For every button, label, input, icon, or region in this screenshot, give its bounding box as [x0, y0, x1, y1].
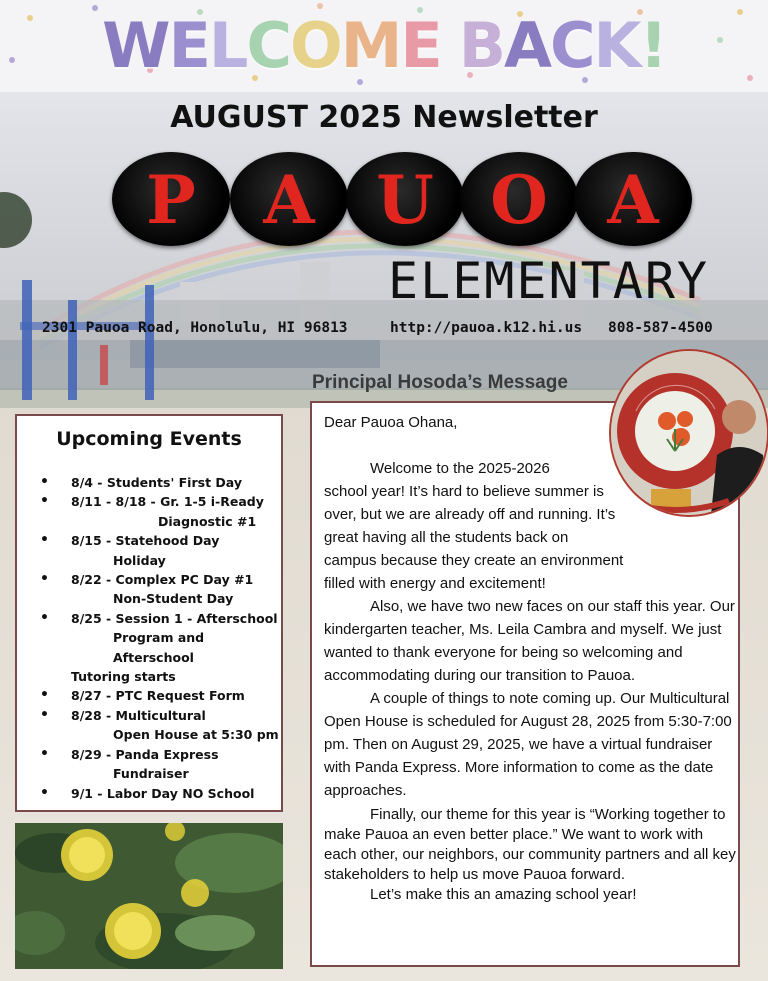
school-letter: A [607, 161, 659, 239]
welcome-letter: B [458, 9, 504, 82]
event-item [17, 745, 281, 784]
event-item [17, 706, 281, 745]
school-letter: P [146, 161, 196, 239]
school-letter: O [490, 161, 548, 239]
event-text: Tutoring starts [71, 669, 176, 685]
welcome-letter: E [400, 9, 441, 82]
event-item [17, 667, 281, 686]
event-text: 8/25 - Session 1 - Afterschool [71, 610, 278, 626]
letter-circle-u [346, 152, 464, 246]
letter-paragraph-1: school year! It’s hard to believe summer is over, but we are already off and running. It’s great having all the students back on campus because they create an environment filled with energy and excitement! [324, 483, 624, 592]
welcome-letter: L [208, 9, 247, 82]
event-text: 8/28 - Multicultural [71, 707, 206, 723]
welcome-letter: M [340, 9, 401, 82]
letter-closing: Let’s make this an amazing school year! [370, 886, 637, 903]
event-item [17, 473, 281, 492]
event-text: 8/4 - Students' First Day [71, 475, 242, 490]
letter-circle-a [230, 152, 348, 246]
welcome-letter: C [549, 9, 594, 82]
event-text-continued: Open House at 5:30 pm [113, 727, 279, 743]
upcoming-events-list [17, 473, 281, 803]
event-item [17, 531, 281, 570]
letter-circle-o [460, 152, 578, 246]
lehua-flower-photo [15, 823, 283, 969]
welcome-letter: O [289, 9, 341, 82]
school-phone: 808-587-4500 [608, 320, 713, 336]
event-text-continued: Non-Student Day [113, 591, 234, 607]
event-item [17, 492, 281, 531]
school-website-link[interactable]: http://pauoa.k12.hi.us [390, 320, 583, 336]
welcome-letter: C [246, 9, 290, 82]
event-text-continued: Holiday [113, 552, 166, 568]
letter-paragraph-1-start: Welcome to the 2025-2026 [370, 460, 550, 477]
letter-paragraph-3: A couple of things to note coming up. Our Multicultural Open House is scheduled for August 28, 2025 from 5:30-7:00 pm. Then on August 29, 2025, we have a virtual fundraiser with Panda Express. More information to come as the date approaches. [324, 690, 732, 799]
event-text: 8/22 - Complex PC Day #1 [71, 572, 254, 588]
event-text: 8/15 - Statehood Day [71, 533, 220, 549]
event-text-continued: Diagnostic #1 [158, 513, 257, 529]
welcome-letter: W [102, 9, 169, 82]
event-item [17, 686, 281, 705]
letter-circle-a2 [574, 152, 692, 246]
event-text: 8/11 - 8/18 - Gr. 1-5 i-Ready [71, 494, 264, 510]
event-item [17, 784, 281, 803]
upcoming-events-title: Upcoming Events [56, 428, 242, 450]
welcome-letter: ! [639, 9, 666, 82]
school-address: 2301 Pauoa Road, Honolulu, HI 96813 [42, 320, 348, 336]
elementary-title: ELEMENTARY [388, 252, 710, 310]
event-text: 9/1 - Labor Day NO School [71, 785, 255, 801]
letter-greeting: Dear Pauoa Ohana, [324, 414, 458, 431]
letter-paragraph-2: Also, we have two new faces on our staff this year. Our kindergarten teacher, Ms. Leila Cambra and myself. We just wanted to thank everyone for being so welcoming and accommodating during our transition to Pauoa. [324, 598, 735, 684]
letter-paragraph-4: Finally, our theme for this year is “Working together to make Pauoa an even better place.” We want to work with each other, our neighbors, our community partners and all key stakeholders to help us move Pauoa forward. [324, 806, 736, 883]
event-text: 8/29 - Panda Express [71, 746, 219, 762]
letter-circle-p [112, 152, 230, 246]
newsletter-title: AUGUST 2025 Newsletter [170, 100, 598, 135]
event-text: 8/27 - PTC Request Form [71, 688, 245, 704]
school-seal-with-principal-photo [609, 349, 768, 517]
welcome-letter: A [504, 9, 550, 82]
upcoming-events-box [15, 414, 283, 812]
welcome-letter: E [168, 9, 209, 82]
principal-message-heading: Principal Hosoda’s Message [312, 372, 568, 393]
event-item [17, 570, 281, 609]
welcome-letter: K [593, 9, 640, 82]
school-letter: A [263, 161, 315, 239]
event-item [17, 609, 281, 667]
event-text-continued: Program and Afterschool [113, 630, 205, 665]
event-text-continued: Fundraiser [113, 766, 189, 782]
welcome-back-banner [0, 6, 768, 86]
school-letter: U [376, 161, 434, 239]
